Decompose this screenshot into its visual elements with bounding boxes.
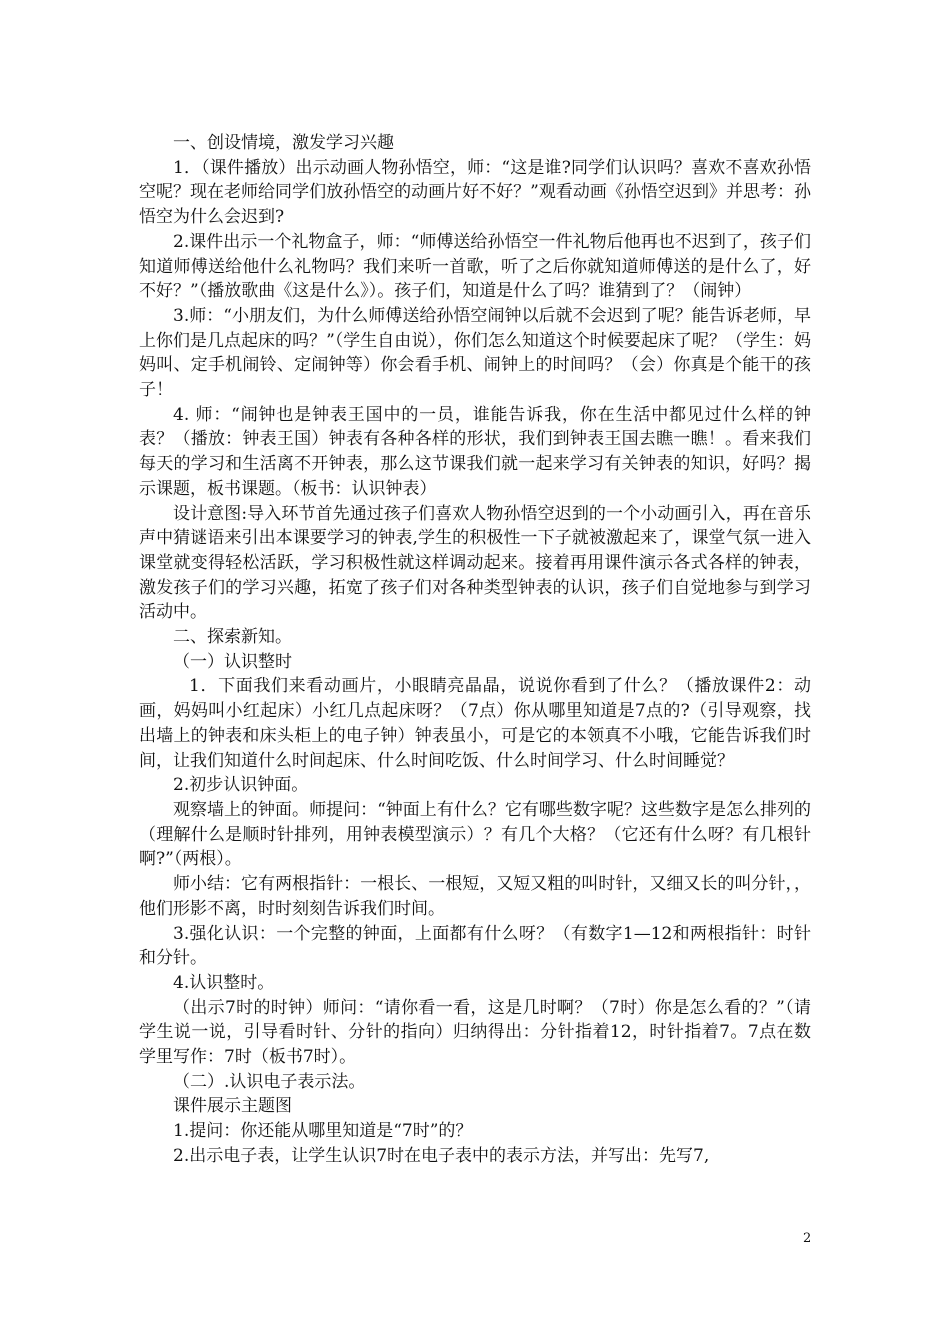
- paragraph: 课件展示主题图: [173, 1096, 292, 1117]
- paragraph: 4. 师：“闹钟也是钟表王国中的一员，谁能告诉我，你在生活中都见过什么样的钟表？（播放：钟表王国）钟表有各种各样的形状，我们到钟表王国去瞧一瞧！。看来我们每天的学习和生活离不开钟表，那么这节课我们就一起来学习有关钟表的知识，好吗？揭示课题，板书课题。（板书：认识钟表）: [139, 404, 811, 499]
- paragraph: 1．（课件播放）出示动画人物孙悟空，师：“这是谁?同学们认识吗？喜欢不喜欢孙悟空呢？现在老师给同学们放孙悟空的动画片好不好？”观看动画《孙悟空迟到》并思考：孙悟空为什么会迟到?: [139, 157, 811, 228]
- section-heading-2: 二、探索新知。: [173, 627, 292, 648]
- section-heading-1: 一、创设情境，激发学习兴趣: [173, 133, 394, 153]
- paragraph: 1．下面我们来看动画片，小眼睛亮晶晶，说说你看到了什么？（播放课件2：动画，妈妈叫小红起床）小红几点起床呀？（7点）你从哪里知道是7点的?（引导观察，找出墙上的钟表和床头柜上的电子钟）钟表虽小，可是它的本领真不小哦，它能告诉我们时间，让我们知道什么时间起床、什么时间吃饭、什么时间学习、什么时间睡觉？: [139, 676, 811, 771]
- paragraph: 2.课件出示一个礼物盒子，师：“师傅送给孙悟空一件礼物后他再也不迟到了，孩子们知道师傅送给他什么礼物吗？我们来听一首歌，听了之后你就知道师傅送的是什么了，好不好？”（播放歌曲《这是什么》）。孩子们，知道是什么了吗？谁猜到了？（闹钟）: [139, 231, 811, 302]
- paragraph: 3.师：“小朋友们，为什么师傅送给孙悟空闹钟以后就不会迟到了呢？能告诉老师，早上你们是几点起床的吗？”（学生自由说），你们怎么知道这个时候要起床了呢？（学生：妈妈叫、定手机闹铃、定闹钟等）你会看手机、闹钟上的时间吗？（会）你真是个能干的孩子！: [139, 305, 811, 401]
- paragraph: 4.认识整时。: [173, 972, 275, 993]
- paragraph: （出示7时的时钟）师问：“请你看一看，这是几时啊？（7时）你是怎么看的？”（请学生说一说，引导看时针、分针的指向）归纳得出：分针指着12，时针指着7。7点在数学里写作：7时（板书7时）。: [139, 997, 811, 1068]
- paragraph: 师小结：它有两根指针：一根长、一根短，又短又粗的叫时针，又细又长的叫分针，，他们形影不离，时时刻刻告诉我们时间。: [139, 874, 811, 919]
- paragraph: 2.出示电子表，让学生认识7时在电子表中的表示方法，并写出：先写7,: [173, 1145, 710, 1166]
- paragraph: 1.提问：你还能从哪里知道是“7时”的？: [173, 1121, 473, 1142]
- page-number: 2: [803, 1231, 812, 1246]
- design-intent-paragraph: 设计意图:导入环节首先通过孩子们喜欢人物孙悟空迟到的一个小动画引入，再在音乐声中猜谜语来引出本课要学习的钟表,学生的积极性一下子就被激起来了，课堂气氛一进入课堂就变得轻松活跃，学习积极性就这样调动起来。接着再用课件演示各式各样的钟表，激发孩子们的学习兴趣，拓宽了孩子们对各种类型钟表的认识，孩子们自觉地参与到学习活动中。: [139, 503, 811, 623]
- paragraph: 观察墙上的钟面。师提问：“钟面上有什么？它有哪些数字呢？这些数字是怎么排列的（理解什么是顺时针排列，用钟表模型演示）？有几个大格？（它还有什么呀？有几根针啊?”（两根）。: [139, 799, 811, 870]
- document-body: [139, 131, 811, 1169]
- subsection-heading-1: （一）认识整时: [173, 651, 292, 672]
- paragraph: 2.初步认识钟面。: [173, 775, 309, 796]
- subsection-heading-2: （二）.认识电子表示法。: [173, 1071, 366, 1092]
- paragraph: 3.强化认识：一个完整的钟面，上面都有什么呀？（有数字1—12和两根指针：时针和分针。: [139, 923, 811, 969]
